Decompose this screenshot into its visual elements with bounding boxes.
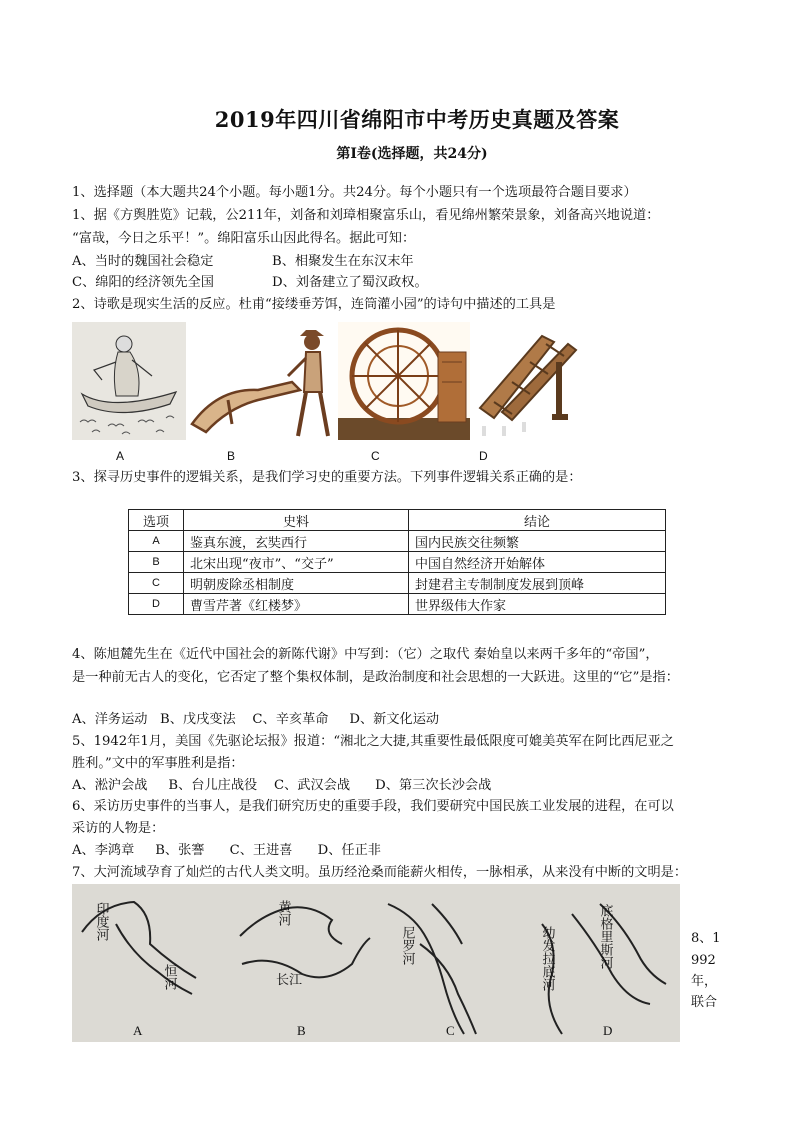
- q5-options: A、淞沪会战 B、台儿庄战役 C、武汉会战 D、第三次长沙会战: [72, 778, 492, 793]
- map-label-c: C: [446, 1023, 455, 1038]
- table-cell-source: 曹雪芹著《红楼梦》: [184, 594, 409, 615]
- river-label-nile: 尼罗河: [400, 926, 416, 965]
- q6-stem-line1: 6、采访历史事件的当事人，是我们研究历史的重要手段，我们要研究中国民族工业发展的进程，在可以: [72, 799, 674, 814]
- table-cell-conclusion: 封建君主专制制度发展到顶峰: [409, 573, 666, 594]
- q8-fragment-3: 年，: [691, 974, 718, 989]
- table-cell-conclusion: 国内民族交往频繁: [409, 531, 666, 552]
- q5-stem-line1: 5、1942年1月，美国《先驱论坛报》报道：“湘北之大捷,其重要性最低限度可媲美英军在阿比西尼亚之: [72, 734, 674, 749]
- river-label-euphrates: 幼发拉底河: [540, 926, 556, 991]
- table-cell-option: C: [129, 573, 184, 594]
- river-label-ganges: 恒河: [162, 964, 178, 990]
- fishing-boat-image: [72, 322, 186, 440]
- q1-option-c: C、绵阳的经济领先全国: [72, 275, 214, 290]
- q3-stem: 3、探寻历史事件的逻辑关系，是我们学习史的重要方法。下列事件逻辑关系正确的是：: [72, 470, 582, 485]
- q4-options: A、洋务运动 B、戊戌变法 C、辛亥革命 D、新文化运动: [72, 712, 440, 727]
- q6-stem-line2: 采访的人物是：: [72, 821, 165, 836]
- q7-stem: 7、大河流域孕育了灿烂的古代人类文明。虽历经沧桑而能薪火相传，一脉相承，从来没有中断的文明是：: [72, 865, 688, 880]
- water-wheel-image: [338, 322, 470, 440]
- river-maps-image: [72, 884, 680, 1042]
- q6-options: A、李鸿章 B、张謇 C、王进喜 D、任正非: [72, 843, 381, 858]
- logic-table: [128, 509, 666, 615]
- instructions: 1、选择题（本大题共24个小题。每小题1分。共24分。每个小题只有一个选项最符合题目要求）: [72, 185, 637, 200]
- table-header-conclusion: 结论: [409, 510, 666, 531]
- page-title: 2019年四川省绵阳市中考历史真题及答案: [214, 107, 620, 132]
- plough-image: [188, 328, 336, 442]
- river-label-yangtze: 长江: [276, 972, 303, 987]
- table-cell-source: 北宋出现“夜市”、“交子”: [184, 552, 409, 573]
- figure-label-b: B: [227, 449, 236, 463]
- water-lift-image: [472, 322, 582, 440]
- map-label-d: D: [603, 1023, 613, 1038]
- table-row: [129, 594, 666, 615]
- q1-option-d: D、刘备建立了蜀汉政权。: [272, 275, 428, 290]
- q1-stem-line1: 1、据《方舆胜览》记载，公211年，刘备和刘璋相聚富乐山，看见绵州繁荣景象，刘备高兴地说道：: [72, 208, 660, 223]
- map-label-b: B: [297, 1023, 306, 1038]
- table-cell-option: A: [129, 531, 184, 552]
- q2-stem: 2、诗歌是现实生活的反应。杜甫“接缕垂芳饵，连筒灌小园”的诗句中描述的工具是: [72, 297, 556, 312]
- q1-option-b: B、相聚发生在东汉末年: [272, 254, 414, 269]
- q1-stem-line2: “富哉，今日之乐平！”。绵阳富乐山因此得名。据此可知：: [72, 231, 416, 246]
- river-label-tigris: 底格里斯河: [598, 904, 614, 969]
- q1-option-a: A、当时的魏国社会稳定: [72, 254, 214, 269]
- table-cell-source: 明朝废除丞相制度: [184, 573, 409, 594]
- table-cell-conclusion: 中国自然经济开始解体: [409, 552, 666, 573]
- table-row: [129, 531, 666, 552]
- q8-fragment-2: 992: [691, 953, 716, 968]
- map-label-a: A: [133, 1023, 143, 1038]
- section-subtitle: 第Ⅰ卷(选择题，共24分): [336, 146, 488, 162]
- table-cell-option: D: [129, 594, 184, 615]
- q4-stem-line2: 是一种前无古人的变化，它否定了整个集权体制，是政治制度和社会思想的一大跃进。这里的“它”是指：: [72, 670, 679, 685]
- table-cell-source: 鉴真东渡，玄奘西行: [184, 531, 409, 552]
- figure-label-d: D: [479, 449, 488, 463]
- table-cell-option: B: [129, 552, 184, 573]
- table-header-source: 史料: [184, 510, 409, 531]
- q5-stem-line2: 胜利。”文中的军事胜利是指：: [72, 756, 244, 771]
- river-label-yellow: 黄河: [276, 900, 292, 926]
- q4-stem-line1: 4、陈旭麓先生在《近代中国社会的新陈代谢》中写到：（它）之取代 秦始皇以来两千多年的“帝国”，: [72, 647, 659, 662]
- table-header-option: 选项: [129, 510, 184, 531]
- table-header-row: [129, 510, 666, 531]
- figure-label-c: C: [371, 449, 380, 463]
- q8-fragment-1: 8、1: [691, 931, 721, 946]
- river-label-indus: 印度河: [94, 902, 110, 941]
- table-cell-conclusion: 世界级伟大作家: [409, 594, 666, 615]
- table-row: [129, 573, 666, 594]
- q8-fragment-4: 联合: [691, 995, 718, 1010]
- figure-label-a: A: [116, 449, 125, 463]
- table-row: [129, 552, 666, 573]
